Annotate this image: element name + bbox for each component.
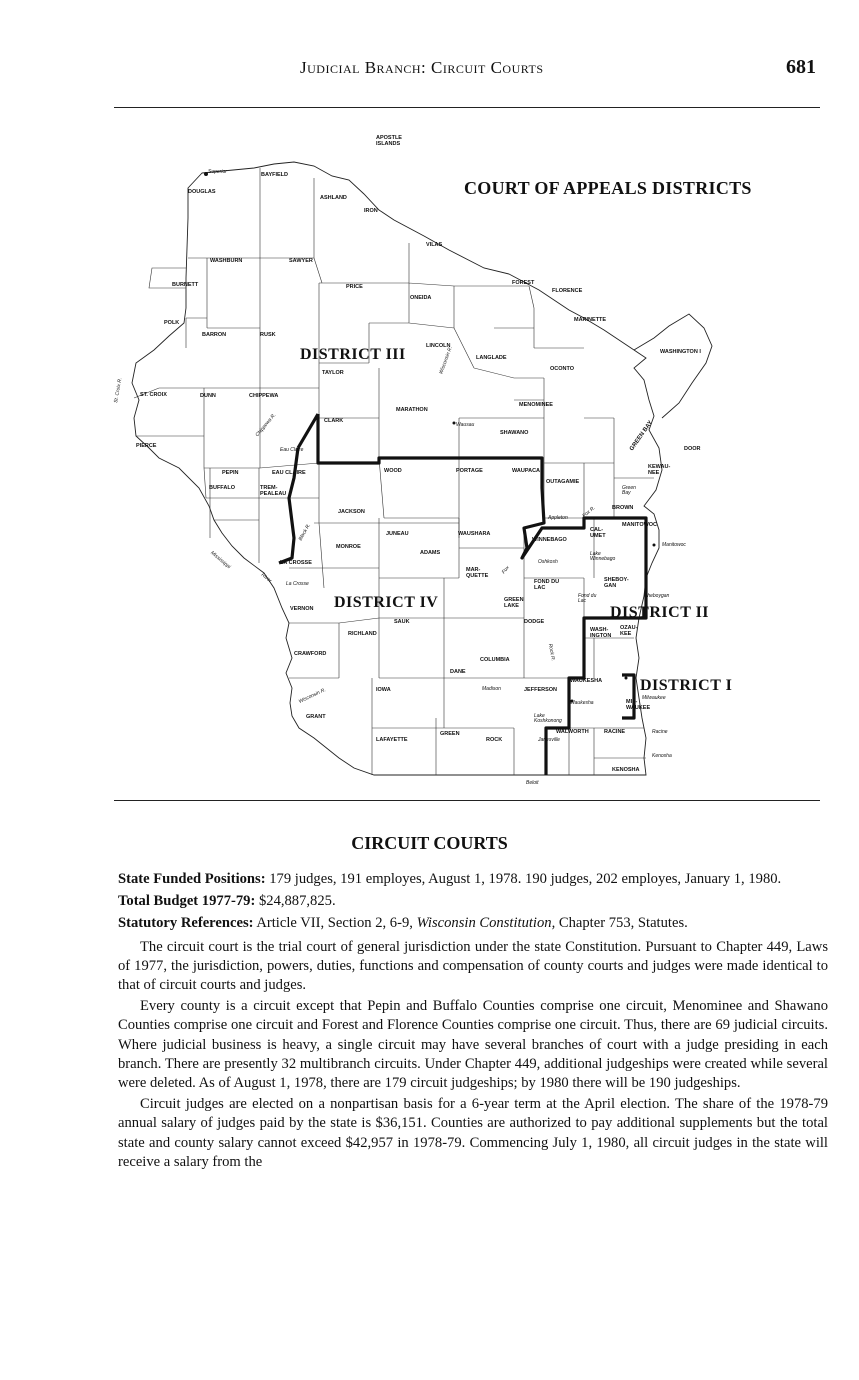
water-label: Black R. <box>297 522 313 542</box>
district-iv-label: DISTRICT IV <box>334 594 439 611</box>
county-label: KENOSHA <box>612 767 640 773</box>
body-paragraph: The circuit court is the trial court of general jurisdiction under the state Constitution. Pursuant to Chapter 449, Laws of 1977, the jurisdiction, powers, duties, functions and compensation of county courts and judges were made identical to that of circuit courts and judges. <box>118 938 828 994</box>
statutory-text: Article VII, Section 2, 6-9, <box>256 915 413 932</box>
county-label: RUSK <box>260 332 276 338</box>
statutory-text-end: Chapter 753, Statutes. <box>558 915 688 932</box>
city-label: La Crosse <box>286 581 309 587</box>
county-label: CAL- UMET <box>590 527 606 539</box>
county-label: PIERCE <box>136 443 157 449</box>
city-label: Superior <box>208 169 227 175</box>
county-label: PRICE <box>346 284 363 290</box>
county-label: LA CROSSE <box>280 560 312 566</box>
wisconsin-map-svg <box>114 118 820 798</box>
county-label: OUTAGAMIE <box>546 479 580 485</box>
water-label: Chippewa R. <box>254 412 278 439</box>
county-label: MAR- QUETTE <box>466 567 489 579</box>
county-label: WINNEBAGO <box>532 537 567 543</box>
county-label: APOSTLE ISLANDS <box>376 135 402 147</box>
water-label: Rock R. <box>546 643 556 662</box>
county-label: DOOR <box>684 446 701 452</box>
city-label: Lake Winnebago <box>590 551 616 562</box>
city-markers <box>204 169 656 703</box>
statutory-line <box>118 914 828 933</box>
map-title: COURT OF APPEALS DISTRICTS <box>464 178 752 198</box>
budget-text: $24,887,825. <box>258 893 336 910</box>
county-label: OZAU- KEE <box>620 625 638 637</box>
county-label: COLUMBIA <box>480 657 510 663</box>
county-label: JACKSON <box>338 509 365 515</box>
county-label: EAU CLAIRE <box>272 470 306 476</box>
county-label: ADAMS <box>420 550 441 556</box>
city-label: Manitowoc <box>662 542 686 548</box>
county-label: ONEIDA <box>410 295 432 301</box>
city-label: Racine <box>652 729 668 735</box>
water-label: Wisconsin R. <box>438 345 454 376</box>
county-label: ASHLAND <box>320 195 347 201</box>
county-label: PORTAGE <box>456 468 483 474</box>
page-number: 681 <box>786 56 816 78</box>
district-ii-label: DISTRICT II <box>610 604 710 621</box>
county-label: MIL- WAUKEE <box>626 699 651 711</box>
county-label: LANGLADE <box>476 355 507 361</box>
county-label: WAUSHARA <box>458 531 491 537</box>
city-label: Beloit <box>526 780 539 786</box>
body-paragraph: Every county is a circuit except that Pepin and Buffalo Counties comprise one circuit, Menominee and Shawano Counties comprise one circuit and Forest and Florence Counties comprise one circuit. Thus, there are 69 judicial circuits. Where judicial business is heavy, a single circuit may have several branches of court with a judge presiding in each branch. There are presently 32 multibranch circuits. Under Chapter 449, additional judgeships were created while several were deleted. As of August 1, 1978, there are 179 circuit judgeships; by 1980 there will be 190 judgeships. <box>118 998 828 1092</box>
header-rule <box>114 107 820 108</box>
county-label: BURNETT <box>172 282 199 288</box>
section-body <box>118 870 828 1174</box>
budget-line <box>118 892 828 911</box>
county-label: IRON <box>364 208 378 214</box>
statutory-label: Statutory References: <box>118 915 254 932</box>
city-label: Madison <box>482 686 501 692</box>
city-label: Janesville <box>538 737 560 743</box>
district-i-label: DISTRICT I <box>640 677 733 694</box>
county-label: MANITOWOC <box>622 522 658 528</box>
county-label: WOOD <box>384 468 402 474</box>
county-label: DUNN <box>200 393 216 399</box>
county-label: FOND DU LAC <box>534 579 560 591</box>
water-label: Fox <box>500 565 511 576</box>
county-label: MARINETTE <box>574 317 607 323</box>
city-label: Lake Koshkonong <box>534 713 562 724</box>
county-label: BUFFALO <box>209 485 235 491</box>
water-label: Mississippi <box>209 550 232 571</box>
county-label: RICHLAND <box>348 631 377 637</box>
county-label: GREEN <box>440 731 460 737</box>
county-label: WALWORTH <box>556 729 589 735</box>
county-label: GREEN LAKE <box>504 597 524 609</box>
map-bottom-rule <box>114 800 820 801</box>
county-label: FLORENCE <box>552 288 583 294</box>
county-label: OCONTO <box>550 366 575 372</box>
county-label: TAYLOR <box>322 370 344 376</box>
water-label: GREEN BAY <box>629 419 655 453</box>
county-label: ROCK <box>486 737 503 743</box>
county-label: MONROE <box>336 544 361 550</box>
county-label: CHIPPEWA <box>249 393 279 399</box>
county-label: JEFFERSON <box>524 687 558 693</box>
state-outline <box>132 162 712 775</box>
district-iii-label: DISTRICT III <box>300 346 406 363</box>
body-paragraph: Circuit judges are elected on a nonpartisan basis for a 6-year term at the April election. The share of the 1978-79 annual salary of judges paid by the state is $36,151. Counties are authorized to pay additional supplements but the total state and county salary cannot exceed $42,957 in 1978-79. Commencing July 1, 1980, all circuit judges in the state will receive a salary from the <box>118 1096 828 1170</box>
county-label: VERNON <box>290 606 314 612</box>
court-of-appeals-map <box>114 118 820 798</box>
county-label: POLK <box>164 320 180 326</box>
running-header <box>0 56 859 86</box>
county-label: WASHINGTON I <box>660 349 701 355</box>
city-label: Oshkosh <box>538 559 558 565</box>
water-label: St. Croix R. <box>113 377 124 404</box>
county-label: SAUK <box>394 619 410 625</box>
city-label: Green Bay <box>622 485 636 496</box>
city-label: Sheboygan <box>644 593 670 599</box>
positions-label: State Funded Positions: <box>118 871 266 887</box>
city-label: Waukesha <box>570 700 594 706</box>
water-label: Fox R. <box>581 505 597 520</box>
county-label: CLARK <box>324 418 344 424</box>
county-label: TREM- PEALEAU <box>260 485 287 497</box>
county-label: CRAWFORD <box>294 651 327 657</box>
positions-text: 179 judges, 191 employes, August 1, 1978. 190 judges, 202 employes, January 1, 1980. <box>269 871 782 887</box>
county-label: ST. CROIX <box>140 392 167 398</box>
county-label: DOUGLAS <box>188 189 216 195</box>
county-label: BROWN <box>612 505 634 511</box>
budget-label: Total Budget 1977-79: <box>118 893 256 910</box>
county-label: LAFAYETTE <box>376 737 408 743</box>
county-label: BARRON <box>202 332 227 338</box>
county-label: SAWYER <box>289 258 313 264</box>
county-label: SHAWANO <box>500 430 529 436</box>
county-label: WAUPACA <box>512 468 541 474</box>
county-label: GRANT <box>306 714 326 720</box>
county-label: FOREST <box>512 280 535 286</box>
county-label: WASHBURN <box>210 258 243 264</box>
county-label: RACINE <box>604 729 626 735</box>
county-label: IOWA <box>376 687 391 693</box>
statutory-italic: Wisconsin Constitution, <box>416 915 556 932</box>
positions-line <box>118 870 828 889</box>
county-label: WAUKESHA <box>570 678 603 684</box>
section-title: CIRCUIT COURTS <box>351 833 508 853</box>
city-label: Wausau <box>456 422 475 428</box>
header-title: Judicial Branch: Circuit Courts <box>300 58 544 77</box>
water-label: River <box>259 572 273 585</box>
county-label: VILAS <box>426 242 443 248</box>
county-label: MARATHON <box>396 407 428 413</box>
county-label: SHEBOY- GAN <box>604 577 629 589</box>
city-label: Fond du Lac <box>578 593 597 604</box>
county-label: PEPIN <box>222 470 239 476</box>
county-label: DODGE <box>524 619 545 625</box>
county-label: BAYFIELD <box>261 172 288 178</box>
county-label: JUNEAU <box>386 531 409 537</box>
city-label: Appleton <box>548 515 568 521</box>
county-label: MENOMINEE <box>519 402 553 408</box>
county-label: WASH- INGTON <box>590 627 612 639</box>
county-label: LINCOLN <box>426 343 451 349</box>
city-label: Kenosha <box>652 753 672 759</box>
county-label: DANE <box>450 669 466 675</box>
city-label: Eau Claire <box>280 447 304 453</box>
city-label: Milwaukee <box>642 695 666 701</box>
county-label: KEWAU- NEE <box>648 464 671 476</box>
water-label: Wisconsin R. <box>297 687 327 705</box>
